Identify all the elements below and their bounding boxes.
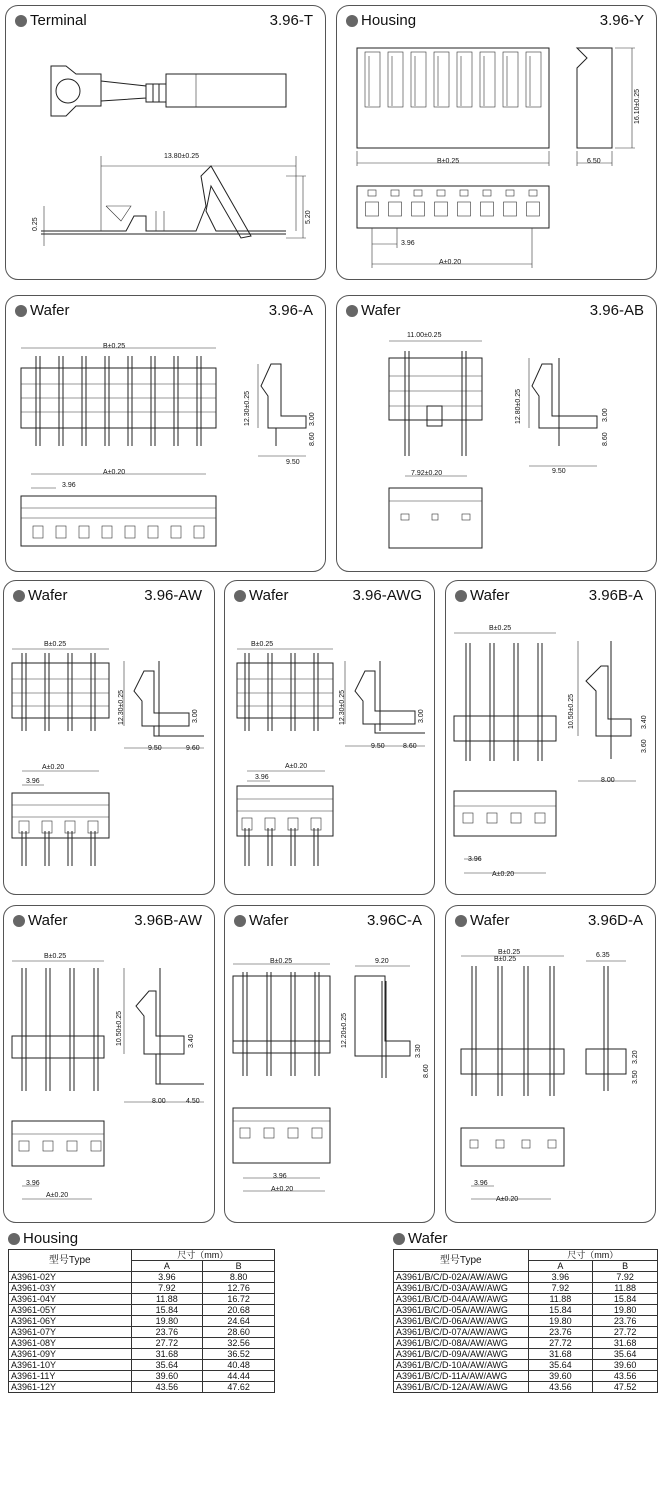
dim-b: B±0.25	[251, 641, 274, 648]
dim-a-cell: 19.80	[131, 1316, 203, 1327]
panel-title: Wafer	[455, 912, 509, 930]
table-row	[9, 1338, 275, 1349]
dim-height: 5.20	[305, 210, 312, 224]
dim-a-cell: 43.56	[131, 1382, 203, 1393]
cavity-cell	[366, 202, 379, 216]
model-cell: A3961/B/C/D-08A/AW/AWG	[394, 1338, 529, 1349]
table-row	[394, 1360, 658, 1371]
panel-wafer-da	[445, 905, 656, 1223]
table-row	[9, 1360, 275, 1371]
part-code: 3.96-Y	[599, 12, 644, 29]
panel-wafer-a	[5, 295, 326, 572]
cavity-cell	[470, 1140, 478, 1148]
cavity-cell	[242, 818, 252, 830]
dim-b-cell: 47.52	[593, 1382, 658, 1393]
dim-bottom: 7.92±0.20	[411, 470, 443, 477]
panel-wafer-ab	[336, 295, 657, 572]
table-row	[9, 1327, 275, 1338]
dim-b-cell: 15.84	[593, 1294, 658, 1305]
dim-w: 8.00	[152, 1098, 166, 1105]
dim-a-cell: 19.80	[528, 1316, 593, 1327]
dim-b-cell: 35.64	[593, 1349, 658, 1360]
cavity-cell	[67, 1141, 77, 1151]
dim-b-cell: 44.44	[203, 1371, 275, 1382]
latch-rect	[391, 190, 399, 196]
dim-pitch: 3.96	[474, 1180, 488, 1187]
table-row	[9, 1316, 275, 1327]
slot-rect	[411, 52, 426, 107]
panel-title: Wafer	[13, 587, 67, 605]
dim-pitch: 3.96	[273, 1173, 287, 1180]
dim-a: A±0.20	[496, 1196, 519, 1203]
dim-a-cell: 31.68	[131, 1349, 203, 1360]
model-cell: A3961/B/C/D-04A/AW/AWG	[394, 1294, 529, 1305]
housing-spec-table	[8, 1249, 275, 1393]
cavity-cell	[548, 1140, 556, 1148]
wafer-aw-drawing	[4, 581, 215, 895]
panel-title: Terminal	[15, 12, 87, 30]
part-code: 3.96-AB	[589, 302, 644, 319]
dim-w: 8.00	[601, 777, 615, 784]
wafer-baw-drawing	[4, 906, 215, 1223]
panel-wafer-ba	[445, 580, 656, 895]
panel-title: Wafer	[455, 587, 509, 605]
cavity-cell	[102, 526, 112, 538]
cavity-cell	[412, 202, 425, 216]
cavity-cell	[487, 813, 497, 823]
model-cell: A3961-09Y	[9, 1349, 132, 1360]
model-cell: A3961/B/C/D-07A/AW/AWG	[394, 1327, 529, 1338]
dim-b-cell: 11.88	[593, 1283, 658, 1294]
table-row	[394, 1349, 658, 1360]
table-row	[394, 1338, 658, 1349]
cavity-cell	[288, 818, 298, 830]
dim-h2: 3.40	[188, 1034, 195, 1048]
dim-h1: 12.30±0.25	[339, 690, 346, 725]
dim-h3: 8.60	[602, 432, 609, 446]
dim-b: B±0.25	[103, 343, 126, 350]
wafer-spec-table	[393, 1249, 658, 1393]
dim-h3: 8.60	[309, 432, 316, 446]
dim-b-cell: 27.72	[593, 1327, 658, 1338]
model-cell: A3961/B/C/D-12A/AW/AWG	[394, 1382, 529, 1393]
dim-h2: 3.00	[418, 709, 425, 723]
cavity-cell	[435, 202, 448, 216]
dim-a-cell: 39.60	[528, 1371, 593, 1382]
model-cell: A3961-07Y	[9, 1327, 132, 1338]
table-row	[394, 1371, 658, 1382]
table-row	[9, 1272, 275, 1283]
cavity-cell	[458, 202, 471, 216]
dim-b: B±0.25	[44, 953, 67, 960]
dim-b: B±0.25	[44, 641, 67, 648]
slot-rect	[457, 52, 472, 107]
dim-height: 16.10±0.25	[634, 89, 641, 124]
dim-h3: 3.50	[632, 1070, 639, 1084]
dim-a-cell: 23.76	[131, 1327, 203, 1338]
wafer-da-drawing	[446, 906, 656, 1223]
dim-a-cell: 3.96	[528, 1272, 593, 1283]
model-cell: A3961/B/C/D-05A/AW/AWG	[394, 1305, 529, 1316]
cavity-cell	[511, 813, 521, 823]
bullet-icon	[393, 1233, 405, 1245]
col-b-header: B	[593, 1261, 658, 1272]
dim-w2: 9.60	[186, 745, 200, 752]
dim-a: A±0.20	[439, 259, 462, 266]
dim-pitch: 3.96	[401, 240, 415, 247]
dim-b-cell: 12.76	[203, 1283, 275, 1294]
cavity-cell	[148, 526, 158, 538]
dim-b-cell: 20.68	[203, 1305, 275, 1316]
dim-h3: 3.60	[641, 739, 648, 753]
model-cell: A3961-12Y	[9, 1382, 132, 1393]
model-header: 型号Type	[394, 1250, 529, 1272]
latch-rect	[437, 190, 445, 196]
dim-h1: 10.50±0.25	[116, 1011, 123, 1046]
cavity-cell	[389, 202, 402, 216]
dim-a: A±0.20	[271, 1186, 294, 1193]
part-code: 3.96-T	[269, 12, 313, 29]
dim-a-cell: 39.60	[131, 1371, 203, 1382]
dim-a-cell: 31.68	[528, 1349, 593, 1360]
dim-b-cell: 24.64	[203, 1316, 275, 1327]
dim-w: 9.50	[286, 459, 300, 466]
dim-w: 6.35	[596, 952, 610, 959]
col-b-header: B	[203, 1261, 275, 1272]
model-cell: A3961/B/C/D-06A/AW/AWG	[394, 1316, 529, 1327]
housing-drawing	[337, 6, 657, 280]
cavity-cell	[91, 1141, 101, 1151]
dim-b-cell: 32.56	[203, 1338, 275, 1349]
dim-h2: 3.00	[309, 412, 316, 426]
part-code: 3.96B-AW	[134, 912, 202, 929]
dim-h2: 3.00	[602, 408, 609, 422]
dim-a-cell: 15.84	[528, 1305, 593, 1316]
part-code: 3.96C-A	[366, 912, 422, 929]
dim-h1: 12.20±0.25	[341, 1013, 348, 1048]
panel-wafer-aw	[3, 580, 215, 895]
dim-a-cell: 11.88	[131, 1294, 203, 1305]
size-header: 尺寸（mm）	[528, 1250, 657, 1261]
panel-wafer-ca	[224, 905, 435, 1223]
model-cell: A3961/B/C/D-11A/AW/AWG	[394, 1371, 529, 1382]
model-cell: A3961/B/C/D-10A/AW/AWG	[394, 1360, 529, 1371]
model-cell: A3961-10Y	[9, 1360, 132, 1371]
cavity-cell	[264, 1128, 274, 1138]
dim-h2: 3.20	[632, 1050, 639, 1064]
cavity-cell	[504, 202, 517, 216]
dim-a-cell: 27.72	[528, 1338, 593, 1349]
dim-w: 9.50	[148, 745, 162, 752]
latch-rect	[368, 190, 376, 196]
part-code: 3.96-AWG	[352, 587, 422, 604]
model-cell: A3961-11Y	[9, 1371, 132, 1382]
table-row	[394, 1272, 658, 1283]
dim-a: A±0.20	[285, 763, 308, 770]
dim-b-cell: 19.80	[593, 1305, 658, 1316]
table-row	[394, 1305, 658, 1316]
cavity-cell	[125, 526, 135, 538]
model-cell: A3961-05Y	[9, 1305, 132, 1316]
latch-rect	[414, 190, 422, 196]
model-cell: A3961/B/C/D-09A/AW/AWG	[394, 1349, 529, 1360]
dim-w: 9.50	[552, 468, 566, 475]
slot-rect	[480, 52, 495, 107]
cavity-cell	[496, 1140, 504, 1148]
dim-top: 11.00±0.25	[407, 332, 442, 339]
dim-b-cell: 39.60	[593, 1360, 658, 1371]
latch-rect	[483, 190, 491, 196]
cavity-cell	[43, 1141, 53, 1151]
cavity-cell	[65, 821, 75, 833]
slot-rect	[434, 52, 449, 107]
dim-pitch: 3.96	[26, 778, 40, 785]
dim-a-cell: 11.88	[528, 1294, 593, 1305]
cavity-cell	[463, 813, 473, 823]
dim-a: A±0.20	[42, 764, 65, 771]
cavity-cell	[19, 1141, 29, 1151]
bullet-icon	[8, 1233, 20, 1245]
cavity-cell	[265, 818, 275, 830]
dim-h2: 3.30	[415, 1044, 422, 1058]
dim-b: B±0.25	[270, 958, 293, 965]
wafer-awg-drawing	[225, 581, 435, 895]
dim-pitch: 3.96	[62, 482, 76, 489]
panel-title: Wafer	[13, 912, 67, 930]
dim-a-cell: 15.84	[131, 1305, 203, 1316]
dim-b-cell: 28.60	[203, 1327, 275, 1338]
cavity-cell	[194, 526, 204, 538]
panel-title: Wafer	[234, 587, 288, 605]
dim-b: B±0.25	[437, 158, 460, 165]
cavity-cell	[312, 1128, 322, 1138]
dim-length: 13.80±0.25	[164, 153, 199, 160]
cavity-cell	[535, 813, 545, 823]
dim-thickness: 0.25	[32, 217, 39, 231]
latch-rect	[529, 190, 537, 196]
slot-rect	[526, 52, 541, 107]
dim-b-cell: 43.56	[593, 1371, 658, 1382]
model-cell: A3961/B/C/D-03A/AW/AWG	[394, 1283, 529, 1294]
table-row	[394, 1283, 658, 1294]
cavity-cell	[288, 1128, 298, 1138]
dim-b-cell: 47.62	[203, 1382, 275, 1393]
cavity-cell	[19, 821, 29, 833]
dim-h2: 3.40	[641, 715, 648, 729]
dim-b: B±0.25	[489, 625, 512, 632]
model-cell: A3961-02Y	[9, 1272, 132, 1283]
panel-title: Wafer	[234, 912, 288, 930]
table-row	[9, 1371, 275, 1382]
dim-a-cell: 35.64	[131, 1360, 203, 1371]
dim-a-cell: 35.64	[528, 1360, 593, 1371]
dim-a-cell: 3.96	[131, 1272, 203, 1283]
dim-b-cell: 40.48	[203, 1360, 275, 1371]
cavity-cell	[481, 202, 494, 216]
wafer-ca-drawing	[225, 906, 435, 1223]
wafer-ba-drawing	[446, 581, 656, 895]
model-cell: A3961-08Y	[9, 1338, 132, 1349]
slot-rect	[503, 52, 518, 107]
col-a-header: A	[131, 1261, 203, 1272]
dim-a-cell: 27.72	[131, 1338, 203, 1349]
model-cell: A3961-03Y	[9, 1283, 132, 1294]
table-row	[9, 1305, 275, 1316]
cavity-cell	[522, 1140, 530, 1148]
cavity-cell	[88, 821, 98, 833]
panel-housing	[336, 5, 657, 280]
cavity-cell	[79, 526, 89, 538]
wafer-a-drawing	[6, 296, 326, 572]
slot-rect	[365, 52, 380, 107]
dim-w2: 4.50	[186, 1098, 200, 1105]
part-code: 3.96-A	[268, 302, 313, 319]
dim-pitch: 3.96	[26, 1180, 40, 1187]
panel-title: Wafer	[15, 302, 69, 320]
dim-h1: 10.50±0.25	[568, 694, 575, 729]
dim-depth: 6.50	[587, 158, 601, 165]
dim-pitch: 3.96	[255, 774, 269, 781]
dim-b-cell: 36.52	[203, 1349, 275, 1360]
latch-rect	[460, 190, 468, 196]
dim-a: A±0.20	[103, 469, 126, 476]
model-cell: A3961/B/C/D-02A/AW/AWG	[394, 1272, 529, 1283]
dim-a-cell: 43.56	[528, 1382, 593, 1393]
panel-wafer-baw	[3, 905, 215, 1223]
dim-pitch: 3.96	[468, 856, 482, 863]
dim-b-cell: 16.72	[203, 1294, 275, 1305]
table-row	[394, 1327, 658, 1338]
dim-h3: 8.60	[423, 1064, 430, 1078]
table-row	[394, 1294, 658, 1305]
latch-rect	[506, 190, 514, 196]
dim-h1: 12.30±0.25	[244, 391, 251, 426]
dim-b-cell: 8.80	[203, 1272, 275, 1283]
table-row	[9, 1294, 275, 1305]
dim-a-cell: 23.76	[528, 1327, 593, 1338]
terminal-drawing	[6, 6, 326, 280]
part-code: 3.96D-A	[587, 912, 643, 929]
dim-a-cell: 7.92	[131, 1283, 203, 1294]
panel-title: Housing	[346, 12, 416, 30]
size-header: 尺寸（mm）	[131, 1250, 274, 1261]
model-header: 型号Type	[9, 1250, 132, 1272]
cavity-cell	[171, 526, 181, 538]
dim-h1: 12.80±0.25	[515, 389, 522, 424]
dim-a-cell: 7.92	[528, 1283, 593, 1294]
dim-w: 9.50	[371, 743, 385, 750]
dim-w2: 8.60	[403, 743, 417, 750]
table-row	[9, 1382, 275, 1393]
model-cell: A3961-04Y	[9, 1294, 132, 1305]
table-row	[394, 1316, 658, 1327]
dim-b: B±0.25	[498, 949, 521, 956]
dim-b2: B±0.25	[494, 956, 517, 963]
wafer-table-title: Wafer	[393, 1230, 447, 1247]
cavity-cell	[527, 202, 540, 216]
dim-b-cell: 7.92	[593, 1272, 658, 1283]
col-a-header: A	[528, 1261, 593, 1272]
housing-table-title: Housing	[8, 1230, 78, 1247]
dim-a: A±0.20	[46, 1192, 69, 1199]
panel-wafer-awg	[224, 580, 435, 895]
dim-a: A±0.20	[492, 871, 515, 878]
table-row	[9, 1349, 275, 1360]
part-code: 3.96-AW	[144, 587, 202, 604]
slot-rect	[388, 52, 403, 107]
cavity-cell	[311, 818, 321, 830]
part-code: 3.96B-A	[588, 587, 643, 604]
table-row	[394, 1382, 658, 1393]
panel-terminal	[5, 5, 326, 280]
dim-h2: 3.00	[192, 709, 199, 723]
dim-h1: 12.30±0.25	[118, 690, 125, 725]
dim-w: 9.20	[375, 958, 389, 965]
cavity-cell	[33, 526, 43, 538]
table-row	[9, 1283, 275, 1294]
model-cell: A3961-06Y	[9, 1316, 132, 1327]
cavity-cell	[42, 821, 52, 833]
cavity-cell	[56, 526, 66, 538]
dim-b-cell: 23.76	[593, 1316, 658, 1327]
dim-b-cell: 31.68	[593, 1338, 658, 1349]
cavity-cell	[240, 1128, 250, 1138]
panel-title: Wafer	[346, 302, 400, 320]
